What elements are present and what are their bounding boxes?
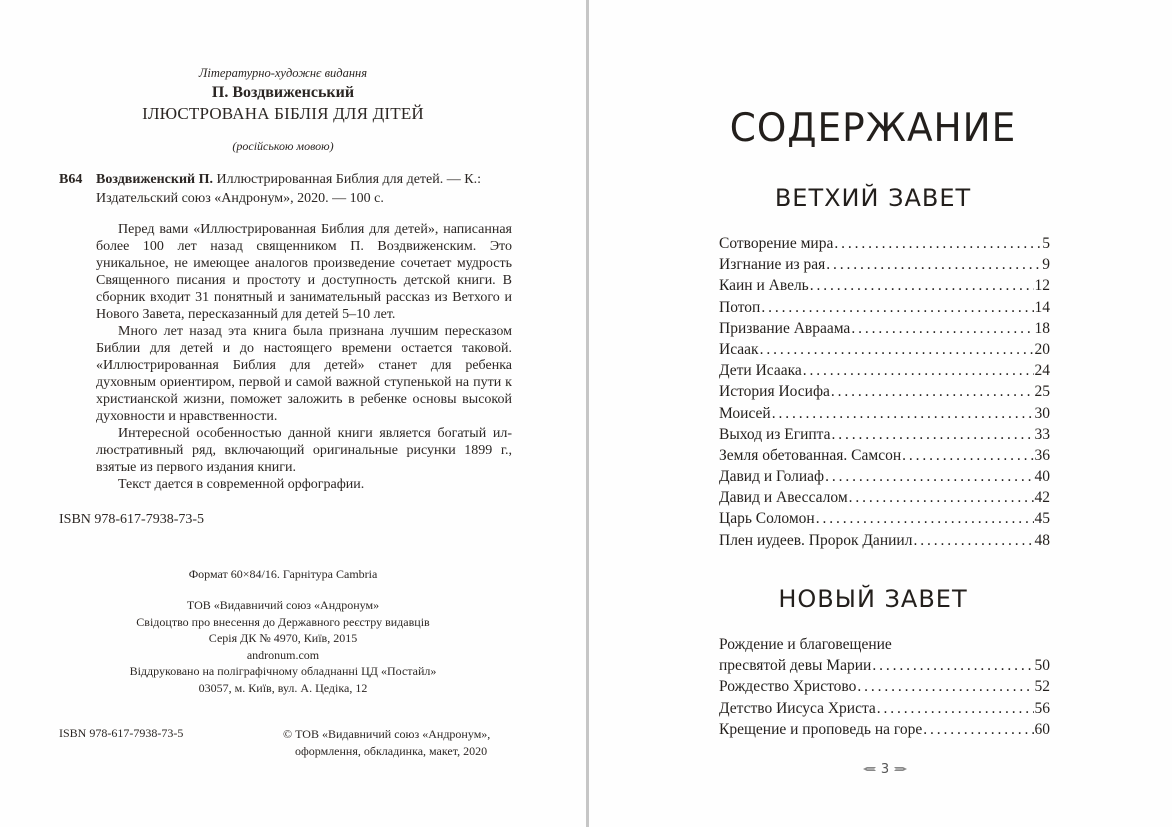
annotation-paragraph: Текст дается в современной орфографии. [118, 477, 365, 492]
toc-dot-leader [851, 318, 1033, 339]
toc-dot-leader [760, 339, 1034, 360]
toc-entry-label: Крещение и проповедь на горе [719, 720, 923, 738]
toc-entry-page: 56 [1034, 699, 1050, 717]
printer-block [0, 663, 566, 696]
printer-line: Віддруковано на поліграфічному обладнанні ЦД «Постайл» [129, 664, 437, 678]
toc-entry-label: Дети Исаака [719, 362, 802, 380]
copyright-block [283, 726, 490, 760]
toc-dot-leader [923, 719, 1033, 740]
contents-heading: СОДЕРЖАНИЕ [729, 106, 1017, 151]
copyright-line: © ТОВ «Видавничий союз «Андронум», [283, 727, 491, 741]
old-testament-toc [719, 233, 1050, 551]
toc-entry-page: 48 [1034, 531, 1050, 549]
toc-entry[interactable] [719, 655, 1050, 676]
toc-entry-page: 45 [1034, 510, 1050, 528]
format-line: Формат 60×84/16. Гарнітура Cambria [188, 567, 378, 581]
toc-entry-label: Каин и Авель [719, 277, 809, 295]
publisher-line: Свідоцтво про внесення до Державного реєстру видавців [136, 614, 430, 629]
annotation-paragraph: Перед вами «Иллюстрированная Библия для детей», написанная более 100 лет назад священником П. Воздвиженским. Это уникальное, не имеющее аналогов произведение сочетает мудрость Священного писания и простоту и доступность детской книги. В сборник входит 31 понятный и занимательный рассказ из Ветхого и Нового Завета, пересказанный для детей 5–10 лет. [96, 222, 512, 322]
isbn-bottom: ISBN 978-617-7938-73-5 [59, 726, 184, 740]
toc-entry-page: 18 [1034, 319, 1050, 337]
toc-dot-leader [825, 466, 1033, 487]
library-code: В64 [59, 172, 83, 187]
page-number [840, 762, 930, 777]
toc-entry-page: 36 [1034, 446, 1050, 464]
bibliography-title: Иллюстрированная Библия для детей. — К.: [212, 172, 481, 187]
toc-entry-label: Царь Соломон [719, 510, 815, 528]
toc-entry-label: Исаак [719, 340, 759, 358]
toc-entry[interactable] [719, 445, 1050, 466]
bibliography-line-2: Издательский союз «Андронум», 2020. — 100 с. [96, 191, 384, 206]
toc-entry[interactable] [719, 339, 1050, 360]
bibliography-line-1 [96, 172, 481, 188]
toc-entry[interactable] [719, 275, 1050, 296]
toc-entry-page: 40 [1034, 468, 1050, 486]
toc-dot-leader [816, 508, 1034, 529]
toc-entry[interactable] [719, 719, 1050, 740]
toc-entry[interactable] [719, 530, 1050, 551]
toc-entry-label: пресвятой девы Марии [719, 657, 872, 675]
toc-entry[interactable] [719, 487, 1050, 508]
toc-entry-label: Детство Иисуса Христа [719, 699, 876, 717]
toc-entry-page: 9 [1042, 256, 1050, 274]
toc-dot-leader [834, 233, 1041, 254]
toc-entry[interactable] [719, 318, 1050, 339]
toc-entry-page: 52 [1034, 678, 1050, 696]
toc-entry[interactable] [719, 297, 1050, 318]
toc-dot-leader [877, 698, 1034, 719]
toc-entry-label: Рождество Христово [719, 678, 857, 696]
toc-entry-label: Давид и Авессалом [719, 489, 848, 507]
toc-dot-leader [832, 424, 1034, 445]
toc-entry-page: 24 [1034, 362, 1050, 380]
toc-entry-page: 12 [1034, 277, 1050, 295]
toc-entry-label: Потоп [719, 298, 761, 316]
new-testament-toc [719, 634, 1050, 740]
toc-dot-leader [810, 275, 1034, 296]
toc-entry-label: Плен иудеев. Пророк Даниил [719, 531, 913, 549]
toc-entry-page: 25 [1034, 383, 1050, 401]
toc-entry-page: 33 [1034, 425, 1050, 443]
toc-entry[interactable] [719, 698, 1050, 719]
toc-entry[interactable] [719, 676, 1050, 697]
toc-entry[interactable] [719, 233, 1050, 254]
toc-entry-page: 42 [1034, 489, 1050, 507]
toc-entry-page: 30 [1034, 404, 1050, 422]
book-spine-divider [586, 0, 589, 827]
page-number-value: 3 [880, 762, 890, 777]
toc-entry[interactable] [719, 360, 1050, 381]
publisher-line: ТОВ «Видавничий союз «Андронум» [186, 598, 380, 612]
toc-entry-label: Выход из Египта [719, 425, 831, 443]
feather-ornament-left-icon [863, 766, 877, 772]
toc-dot-leader [761, 297, 1033, 318]
toc-dot-leader [913, 530, 1033, 551]
isbn-top: ISBN 978-617-7938-73-5 [59, 512, 205, 527]
toc-entry-label: Призвание Авраама [719, 319, 851, 337]
toc-entry-label: Рождение и благовещение [719, 636, 892, 653]
language-note: (російською мовою) [232, 139, 334, 153]
printer-address: 03057, м. Київ, вул. А. Цедіка, 12 [198, 680, 368, 695]
toc-dot-leader [902, 445, 1033, 466]
toc-entry[interactable] [719, 466, 1050, 487]
toc-entry-page: 50 [1034, 657, 1050, 675]
toc-entry-label: Моисей [719, 404, 771, 422]
toc-entry-label: Давид и Голиаф [719, 468, 825, 486]
toc-entry-page: 5 [1042, 235, 1050, 252]
toc-entry-page: 14 [1034, 298, 1050, 316]
toc-entry-label: Сотворение мира [719, 235, 834, 252]
toc-entry-label: История Иосифа [719, 383, 830, 401]
old-testament-heading: ВЕТХИЙ ЗАВЕТ [774, 184, 972, 212]
bibliography-author: Воздвиженский П. [96, 172, 213, 187]
toc-entry[interactable] [719, 508, 1050, 529]
publisher-block [0, 597, 566, 663]
toc-dot-leader [872, 655, 1033, 676]
toc-entry-label: Изгнание из рая [719, 256, 826, 274]
toc-entry-first-line [719, 634, 1050, 655]
book-title: ІЛЮСТРОВАНА БІБЛІЯ ДЛЯ ДІТЕЙ [142, 104, 424, 123]
annotation-paragraph: Интересной особенностью данной книги является богатый иллюстративный ряд, включающий оригинальные рисунки 1899 г., взятые из первого издания книги. [96, 426, 512, 475]
feather-ornament-right-icon [893, 766, 907, 772]
edition-type: Літературно-художнє видання [198, 66, 368, 80]
toc-dot-leader [803, 360, 1034, 381]
toc-dot-leader [826, 254, 1041, 275]
toc-dot-leader [772, 403, 1034, 424]
toc-dot-leader [849, 487, 1034, 508]
toc-entry-page: 60 [1034, 720, 1050, 738]
publisher-website: andronum.com [246, 647, 320, 662]
toc-dot-leader [831, 381, 1034, 402]
publisher-line: Серія ДК № 4970, Київ, 2015 [208, 631, 358, 645]
toc-entry[interactable] [719, 381, 1050, 402]
toc-dot-leader [857, 676, 1033, 697]
toc-entry[interactable] [719, 424, 1050, 445]
toc-entry[interactable] [719, 254, 1050, 275]
annotation [96, 221, 512, 493]
new-testament-heading: НОВЫЙ ЗАВЕТ [778, 585, 968, 613]
copyright-line: оформлення, обкладинка, макет, 2020 [295, 744, 488, 758]
author-name: П. Воздвиженський [211, 84, 355, 101]
annotation-paragraph: Много лет назад эта книга была признана лучшим пересказом Библии для детей и до настоящего времени остается таковой. «Иллюстрированная Библия для детей» станет для ребенка духовным ориентиром, первой и самой важной ступенькой на пути к христианской жизни, поможет заложить в ребенке основы высокой духовности и нравственности. [96, 324, 512, 424]
toc-entry[interactable] [719, 403, 1050, 424]
toc-entry-label: Земля обетованная. Самсон [719, 446, 902, 464]
toc-entry-page: 20 [1034, 340, 1050, 358]
